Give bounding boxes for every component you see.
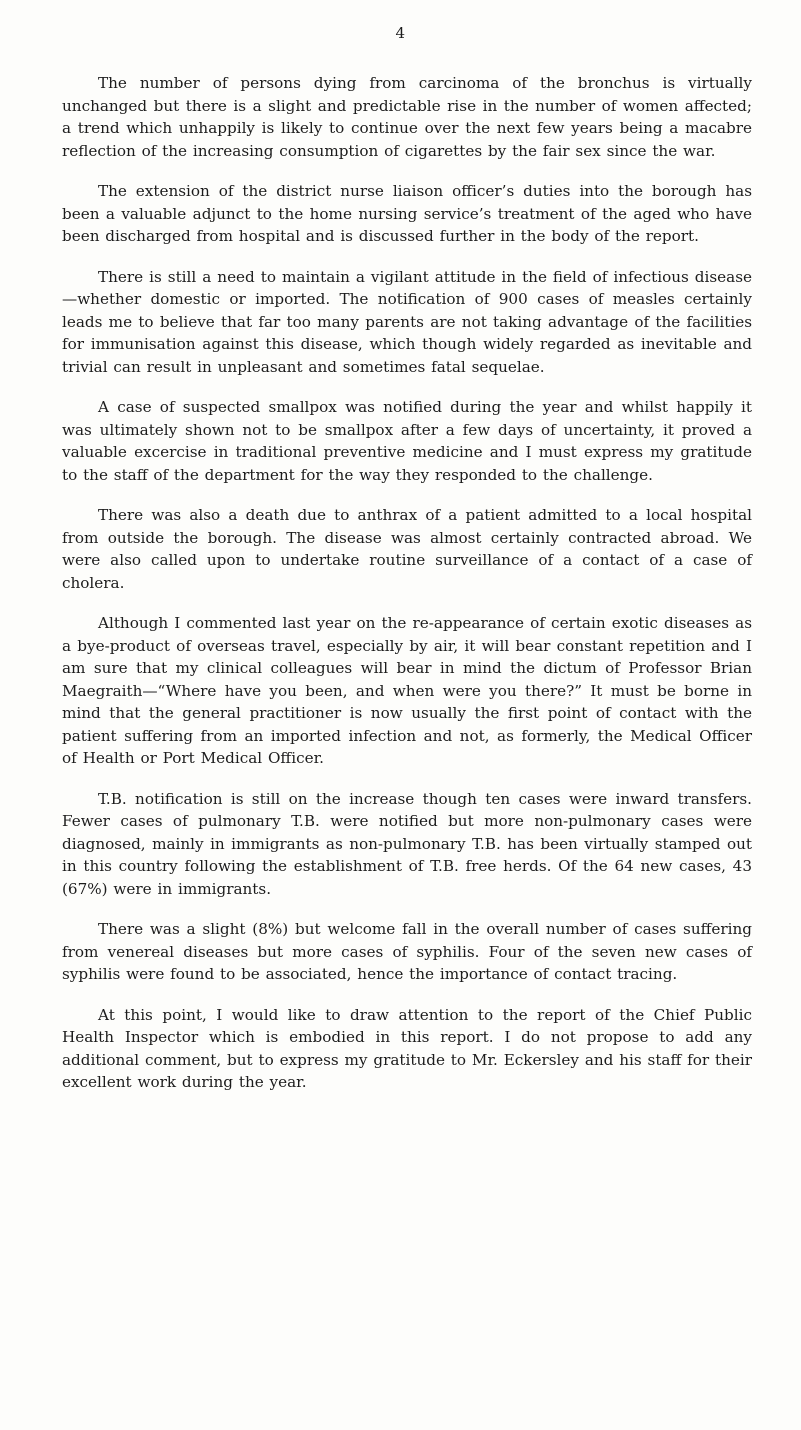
paragraph-tuberculosis: T.B. notification is still on the increase though ten cases were inward transfers. Fewer cases of pulmonary T.B. were notified but more non-pulmonary cases were diagnosed, mainly in immigrants as non-pulmonary T.B. has been virtually stamped out in this country following the establishment of T.B. free herds. Of the 64 new cases, 43 (67%) were in immigrants. <box>62 789 752 898</box>
paragraph-carcinoma: The number of persons dying from carcinoma of the bronchus is virtually unchanged but there is a slight and predictable rise in the number of women affected; a trend which unhappily is likely to continue over the next few years being a macabre reflection of the increasing consumption of cigarettes by the fair sex since the war. <box>62 74 752 160</box>
report-body <box>62 72 752 1112</box>
paragraph-exotic-diseases: Although I commented last year on the re-appearance of certain exotic diseases as a bye-product of overseas travel, especially by air, it will bear constant repetition and I am sure that my clinical colleagues will bear in mind the dictum of Professor Brian Maegraith—“Where have you been, and when were you there?” It must be borne in mind that the general practitioner is now usually the first point of contact with the patient suffering from an imported infection and not, as formerly, the Medical Officer of Health or Port Medical Officer. <box>62 614 752 767</box>
paragraph-smallpox: A case of suspected smallpox was notified during the year and whilst happily it was ultimately shown not to be smallpox after a few days of uncertainty, it proved a valuable excercise in traditional preventive medicine and I must express my gratitude to the staff of the department for the way they responded to the challenge. <box>62 398 752 484</box>
paragraph-anthrax: There was also a death due to anthrax of a patient admitted to a local hospital from outside the borough. The disease was almost certainly contracted abroad. We were also called upon to undertake routine surveillance of a contact of a case of cholera. <box>62 506 752 592</box>
page-number: 4 <box>395 24 406 42</box>
paragraph-venereal-diseases: There was a slight (8%) but welcome fall in the overall number of cases suffering from venereal diseases but more cases of syphilis. Four of the seven new cases of syphilis were found to be associated, hence the importance of contact tracing. <box>62 920 752 983</box>
paragraph-nurse-liaison: The extension of the district nurse liaison officer’s duties into the borough has been a valuable adjunct to the home nursing service’s treatment of the aged who have been discharged from hospital and is discussed further in the body of the report. <box>62 182 752 245</box>
paragraph-infectious-disease: There is still a need to maintain a vigilant attitude in the field of infectious disease—whether domestic or imported. The notification of 900 cases of measles certainly leads me to believe that far too many parents are not taking advantage of the facilities for immunisation against this disease, which though widely regarded as inevitable and trivial can result in unpleasant and sometimes fatal sequelae. <box>62 267 752 376</box>
paragraph-public-health-inspector: At this point, I would like to draw attention to the report of the Chief Public Health Inspector which is embodied in this report. I do not propose to add any additional comment, but to express my gratitude to Mr. Eckersley and his staff for their excellent work during the year. <box>62 1005 752 1091</box>
